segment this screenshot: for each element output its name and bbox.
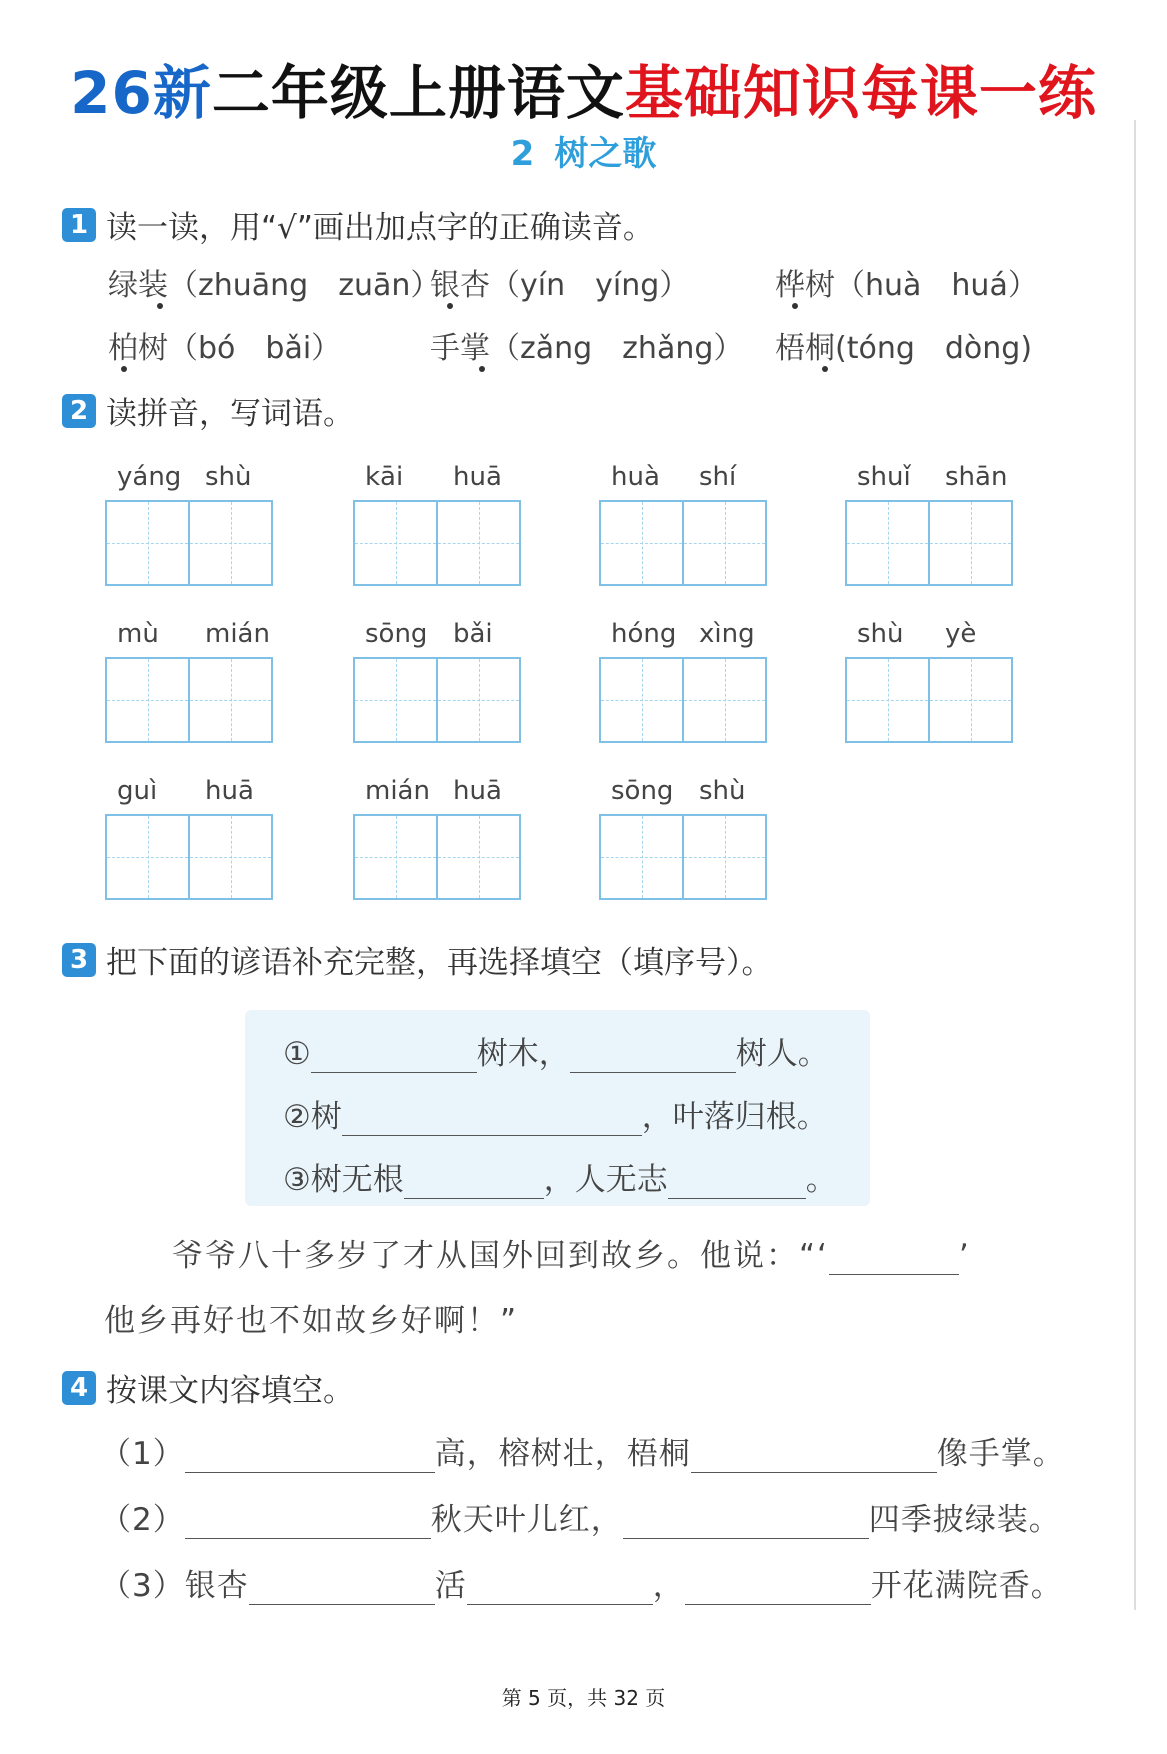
writing-boxes xyxy=(845,657,1013,743)
character-writing-cell[interactable] xyxy=(355,659,438,741)
q1-item-4: 柏树（bó bǎi） xyxy=(108,331,342,366)
answer-blank[interactable] xyxy=(404,1164,544,1199)
pinyin-syllable: huā xyxy=(453,462,502,492)
pinyin-syllable: sōng xyxy=(611,776,674,806)
cell-guide-line xyxy=(396,502,397,584)
question-2-heading xyxy=(62,388,354,433)
question-3-heading xyxy=(62,937,773,982)
pinyin-syllable: bǎi xyxy=(453,619,493,649)
question-4-number: 4 xyxy=(62,1371,96,1405)
answer-blank[interactable] xyxy=(467,1570,653,1605)
pinyin-syllable: sōng xyxy=(365,619,428,649)
q4-line-2: （2） 秋天叶儿红， 四季披绿装。 xyxy=(100,1502,1061,1538)
cell-guide-line xyxy=(231,659,232,741)
page-footer: 第 5 页，共 32 页 xyxy=(501,1686,666,1710)
pinyin-syllable: xìng xyxy=(699,619,755,649)
character-writing-cell[interactable] xyxy=(684,659,765,741)
writing-boxes xyxy=(105,657,273,743)
writing-boxes xyxy=(599,814,767,900)
proverb-line-2: ②树 ，叶落归根。 xyxy=(283,1099,828,1135)
character-writing-cell[interactable] xyxy=(190,502,271,584)
proverb-line-3: ③树无根 ，人无志 。 xyxy=(283,1162,837,1198)
q4-line-3: （3）银杏 活 ， 开花满院香。 xyxy=(100,1568,1063,1604)
character-writing-cell[interactable] xyxy=(601,502,684,584)
cell-guide-line xyxy=(148,502,149,584)
question-2-text: 读拼音，写词语。 xyxy=(106,396,354,432)
page-title xyxy=(0,46,1167,130)
answer-blank[interactable] xyxy=(311,1038,477,1073)
character-writing-cell[interactable] xyxy=(601,659,684,741)
cell-guide-line xyxy=(888,502,889,584)
pinyin-syllable: shuǐ xyxy=(857,462,911,492)
question-1-text: 读一读，用“√”画出加点字的正确读音。 xyxy=(106,210,654,246)
character-writing-cell[interactable] xyxy=(355,816,438,898)
cell-guide-line xyxy=(148,659,149,741)
pinyin-syllable: huà xyxy=(611,462,660,492)
emphasis-dot xyxy=(447,303,453,309)
writing-boxes xyxy=(599,500,767,586)
pinyin-syllable: hóng xyxy=(611,619,677,649)
character-writing-cell[interactable] xyxy=(930,659,1011,741)
lesson-title xyxy=(0,126,1167,175)
writing-boxes xyxy=(599,657,767,743)
title-part-3: 基础知识每课一练 xyxy=(624,59,1097,127)
writing-boxes xyxy=(105,814,273,900)
question-2-number: 2 xyxy=(62,394,96,428)
q1-item-5: 手掌（zǎng zhǎng） xyxy=(430,331,744,366)
q1-item-2: 银杏（yín yíng） xyxy=(430,268,690,303)
pinyin-syllable: huā xyxy=(205,776,254,806)
q1-item-6: 梧桐(tóng dòng) xyxy=(775,331,1033,366)
cell-guide-line xyxy=(479,502,480,584)
cell-guide-line xyxy=(971,659,972,741)
cell-guide-line xyxy=(479,659,480,741)
pinyin-syllable: mù xyxy=(117,619,159,649)
title-part-2: 二年级上册语文 xyxy=(211,59,625,127)
title-part-1: 26新 xyxy=(70,59,212,127)
writing-boxes xyxy=(353,657,521,743)
q3-paragraph-line-2: 他乡再好也不如故乡好啊！” xyxy=(104,1303,519,1339)
answer-blank[interactable] xyxy=(691,1438,937,1473)
character-writing-cell[interactable] xyxy=(190,816,271,898)
pinyin-syllable: kāi xyxy=(365,462,404,492)
q1-item-3: 桦树（huà huá） xyxy=(775,268,1038,303)
question-3-number: 3 xyxy=(62,943,96,977)
pinyin-syllable: mián xyxy=(365,776,430,806)
answer-blank[interactable] xyxy=(623,1504,869,1539)
cell-guide-line xyxy=(888,659,889,741)
cell-guide-line xyxy=(642,659,643,741)
emphasis-dot xyxy=(157,303,163,309)
pinyin-syllable: yè xyxy=(945,619,977,649)
cell-guide-line xyxy=(396,659,397,741)
pinyin-syllable: shí xyxy=(699,462,737,492)
pinyin-syllable: shù xyxy=(699,776,746,806)
answer-blank[interactable] xyxy=(249,1570,435,1605)
lesson-name: 树之歌 xyxy=(554,134,657,174)
q3-paragraph-line-1: 爷爷八十多岁了才从国外回到故乡。他说：“‘ ’ xyxy=(172,1238,971,1274)
cell-guide-line xyxy=(148,816,149,898)
cell-guide-line xyxy=(725,659,726,741)
character-writing-cell[interactable] xyxy=(601,816,684,898)
writing-boxes xyxy=(105,500,273,586)
question-4-text: 按课文内容填空。 xyxy=(106,1373,354,1409)
proverb-line-1: ① 树木， 树人。 xyxy=(283,1036,829,1072)
writing-boxes xyxy=(353,814,521,900)
emphasis-dot xyxy=(792,303,798,309)
answer-blank[interactable] xyxy=(342,1101,642,1136)
character-writing-cell[interactable] xyxy=(847,659,930,741)
pinyin-syllable: guì xyxy=(117,776,158,806)
emphasis-dot xyxy=(479,366,485,372)
answer-blank[interactable] xyxy=(185,1438,435,1473)
pinyin-syllable: yáng xyxy=(117,462,182,492)
page-edge-rule xyxy=(1134,120,1136,1610)
pinyin-syllable: shù xyxy=(205,462,252,492)
question-3-text: 把下面的谚语补充完整，再选择填空（填序号）。 xyxy=(106,945,773,981)
question-1-heading xyxy=(62,202,654,247)
character-writing-cell[interactable] xyxy=(107,659,190,741)
cell-guide-line xyxy=(396,816,397,898)
cell-guide-line xyxy=(231,816,232,898)
character-writing-cell[interactable] xyxy=(438,659,519,741)
emphasis-dot xyxy=(121,366,127,372)
character-writing-cell[interactable] xyxy=(684,502,765,584)
cell-guide-line xyxy=(725,502,726,584)
question-4-heading xyxy=(62,1365,354,1410)
q1-item-1: 绿装（zhuāng zuān） xyxy=(108,268,441,303)
cell-guide-line xyxy=(231,502,232,584)
answer-blank[interactable] xyxy=(570,1038,736,1073)
cell-guide-line xyxy=(725,816,726,898)
writing-boxes xyxy=(353,500,521,586)
pinyin-syllable: shù xyxy=(857,619,904,649)
character-writing-cell[interactable] xyxy=(107,816,190,898)
answer-blank[interactable] xyxy=(185,1504,431,1539)
character-writing-cell[interactable] xyxy=(438,502,519,584)
character-writing-cell[interactable] xyxy=(930,502,1011,584)
pinyin-syllable: huā xyxy=(453,776,502,806)
character-writing-cell[interactable] xyxy=(355,502,438,584)
emphasis-dot xyxy=(822,366,828,372)
cell-guide-line xyxy=(642,816,643,898)
cell-guide-line xyxy=(642,502,643,584)
cell-guide-line xyxy=(971,502,972,584)
writing-boxes xyxy=(845,500,1013,586)
character-writing-cell[interactable] xyxy=(107,502,190,584)
answer-blank[interactable] xyxy=(829,1240,959,1275)
question-1-number: 1 xyxy=(62,208,96,242)
pinyin-syllable: mián xyxy=(205,619,270,649)
character-writing-cell[interactable] xyxy=(438,816,519,898)
cell-guide-line xyxy=(479,816,480,898)
answer-blank[interactable] xyxy=(685,1570,871,1605)
pinyin-syllable: shān xyxy=(945,462,1008,492)
lesson-number: 2 xyxy=(510,134,535,174)
q4-line-1: （1） 高，榕树壮，梧桐 像手掌。 xyxy=(100,1436,1065,1472)
character-writing-cell[interactable] xyxy=(190,659,271,741)
character-writing-cell[interactable] xyxy=(847,502,930,584)
character-writing-cell[interactable] xyxy=(684,816,765,898)
answer-blank[interactable] xyxy=(668,1164,806,1199)
